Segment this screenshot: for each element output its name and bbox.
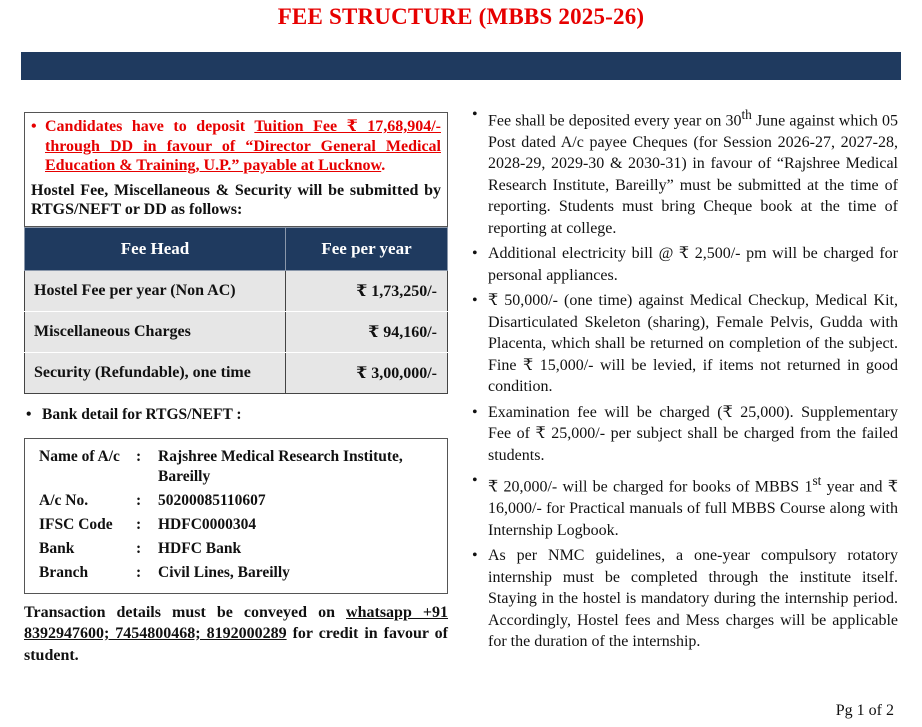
bank-row: Name of A/c : Rajshree Medical Research Institute, Bareilly: [39, 447, 433, 487]
column-header-fee-per-year: Fee per year: [286, 227, 448, 270]
fee-rules-list: [472, 104, 898, 653]
table-row: [25, 270, 448, 311]
list-item: • Examination fee will be charged (₹ 25,000). Supplementary Fee of ₹ 25,000/- per subject shall be charged from the failed students.: [472, 402, 898, 467]
bank-value: Rajshree Medical Research Institute, Bareilly: [158, 447, 403, 485]
bank-key: Branch: [39, 563, 89, 581]
fee-head-cell: Security (Refundable), one time: [25, 352, 286, 393]
bank-key: Bank: [39, 539, 75, 557]
left-column: [24, 112, 448, 666]
bullet-icon: •: [472, 547, 478, 565]
page-title: FEE STRUCTURE (MBBS 2025-26): [277, 4, 645, 29]
transaction-note: Transaction details must be conveyed on whatsapp +91 8392947600; 7454800468; 8192000289 for credit in favour of student.: [24, 603, 449, 664]
list-item: • ₹ 20,000/- will be charged for books of MBBS 1st year and ₹ 16,000/- for Practical manuals of full MBBS Course along with Internship Logbook.: [472, 470, 898, 541]
bank-value: HDFC0000304: [158, 515, 257, 533]
header-banner: [21, 52, 901, 80]
hostel-instruction: Hostel Fee, Miscellaneous & Security will be submitted by RTGS/NEFT or DD as follows:: [31, 181, 441, 218]
bank-row: IFSC Code : HDFC0000304: [39, 515, 433, 535]
tuition-notice: • Candidates have to deposit Tuition Fee ₹ 17,68,904/- through DD in favour of “Director General Medical Education & Training, U.P.” payable at Lucknow.: [31, 118, 441, 174]
fee-head-cell: Miscellaneous Charges: [25, 311, 286, 352]
fee-head-cell: Hostel Fee per year (Non AC): [25, 270, 286, 311]
list-item: • Additional electricity bill @ ₹ 2,500/- pm will be charged for personal appliances.: [472, 243, 898, 286]
column-header-fee-head: Fee Head: [25, 227, 286, 270]
fee-amount-cell: ₹ 3,00,000/-: [286, 352, 448, 393]
fee-amount-cell: ₹ 94,160/-: [286, 311, 448, 352]
bank-row: Bank : HDFC Bank: [39, 539, 433, 559]
bullet-icon: •: [472, 472, 478, 490]
bank-value: Civil Lines, Bareilly: [158, 563, 290, 581]
bank-row: A/c No. : 50200085110607: [39, 491, 433, 511]
bullet-icon: •: [26, 405, 32, 423]
page-number: Pg 1 of 2: [835, 702, 894, 719]
bank-heading: • Bank detail for RTGS/NEFT :: [26, 405, 242, 423]
bullet-icon: •: [472, 292, 478, 310]
bank-value: HDFC Bank: [158, 539, 242, 557]
fee-table: [24, 227, 448, 394]
list-item: • As per NMC guidelines, a one-year compulsory rotatory internship must be completed through the institute itself. Staying in the hostel is mandatory during the internship period. Accordingly, Hostel fees and Mess charges will be applicable for the duration of the internship.: [472, 545, 898, 653]
bullet-icon: •: [472, 403, 478, 421]
right-column: [472, 104, 898, 657]
bank-row: Branch : Civil Lines, Bareilly: [39, 563, 433, 583]
bullet-icon: •: [472, 106, 478, 123]
bank-key: A/c No.: [39, 491, 89, 509]
bullet-icon: •: [31, 118, 37, 135]
fee-amount-cell: ₹ 1,73,250/-: [286, 270, 448, 311]
bank-details-box: [24, 438, 448, 594]
bullet-icon: •: [472, 245, 478, 263]
list-item: • Fee shall be deposited every year on 30th June against which 05 Post dated A/c payee Cheques (for Session 2026-27, 2027-28, 2028-29, 2029-30 & 2030-31) in favour of “Rajshree Medical Research Institute, Bareilly” must be submitted at the time of reporting. Students must bring Cheque book at the time of reporting at college.: [472, 104, 898, 239]
bank-key: Name of A/c: [39, 447, 120, 465]
table-row: [25, 311, 448, 352]
list-item: • ₹ 50,000/- (one time) against Medical Checkup, Medical Kit, Disarticulated Skeleton (sharing), Female Pelvis, Gudda with Placenta, which shall be returned on completion of the subject. Fine ₹ 15,000/- will be levied, if items not returned in good condition.: [472, 290, 898, 398]
table-row: [25, 352, 448, 393]
tuition-fee-detail: Tuition Fee ₹ 17,68,904/- through DD in favour of “Director General Medical Education & Training, U.P.” payable at Lucknow: [45, 118, 441, 174]
notice-box: [24, 112, 448, 227]
whatsapp-numbers: whatsapp +91 8392947600; 7454800468; 8192000289: [24, 603, 449, 642]
bank-key: IFSC Code: [39, 515, 113, 533]
bank-value: 50200085110607: [158, 491, 266, 509]
table-header-row: [25, 227, 448, 270]
